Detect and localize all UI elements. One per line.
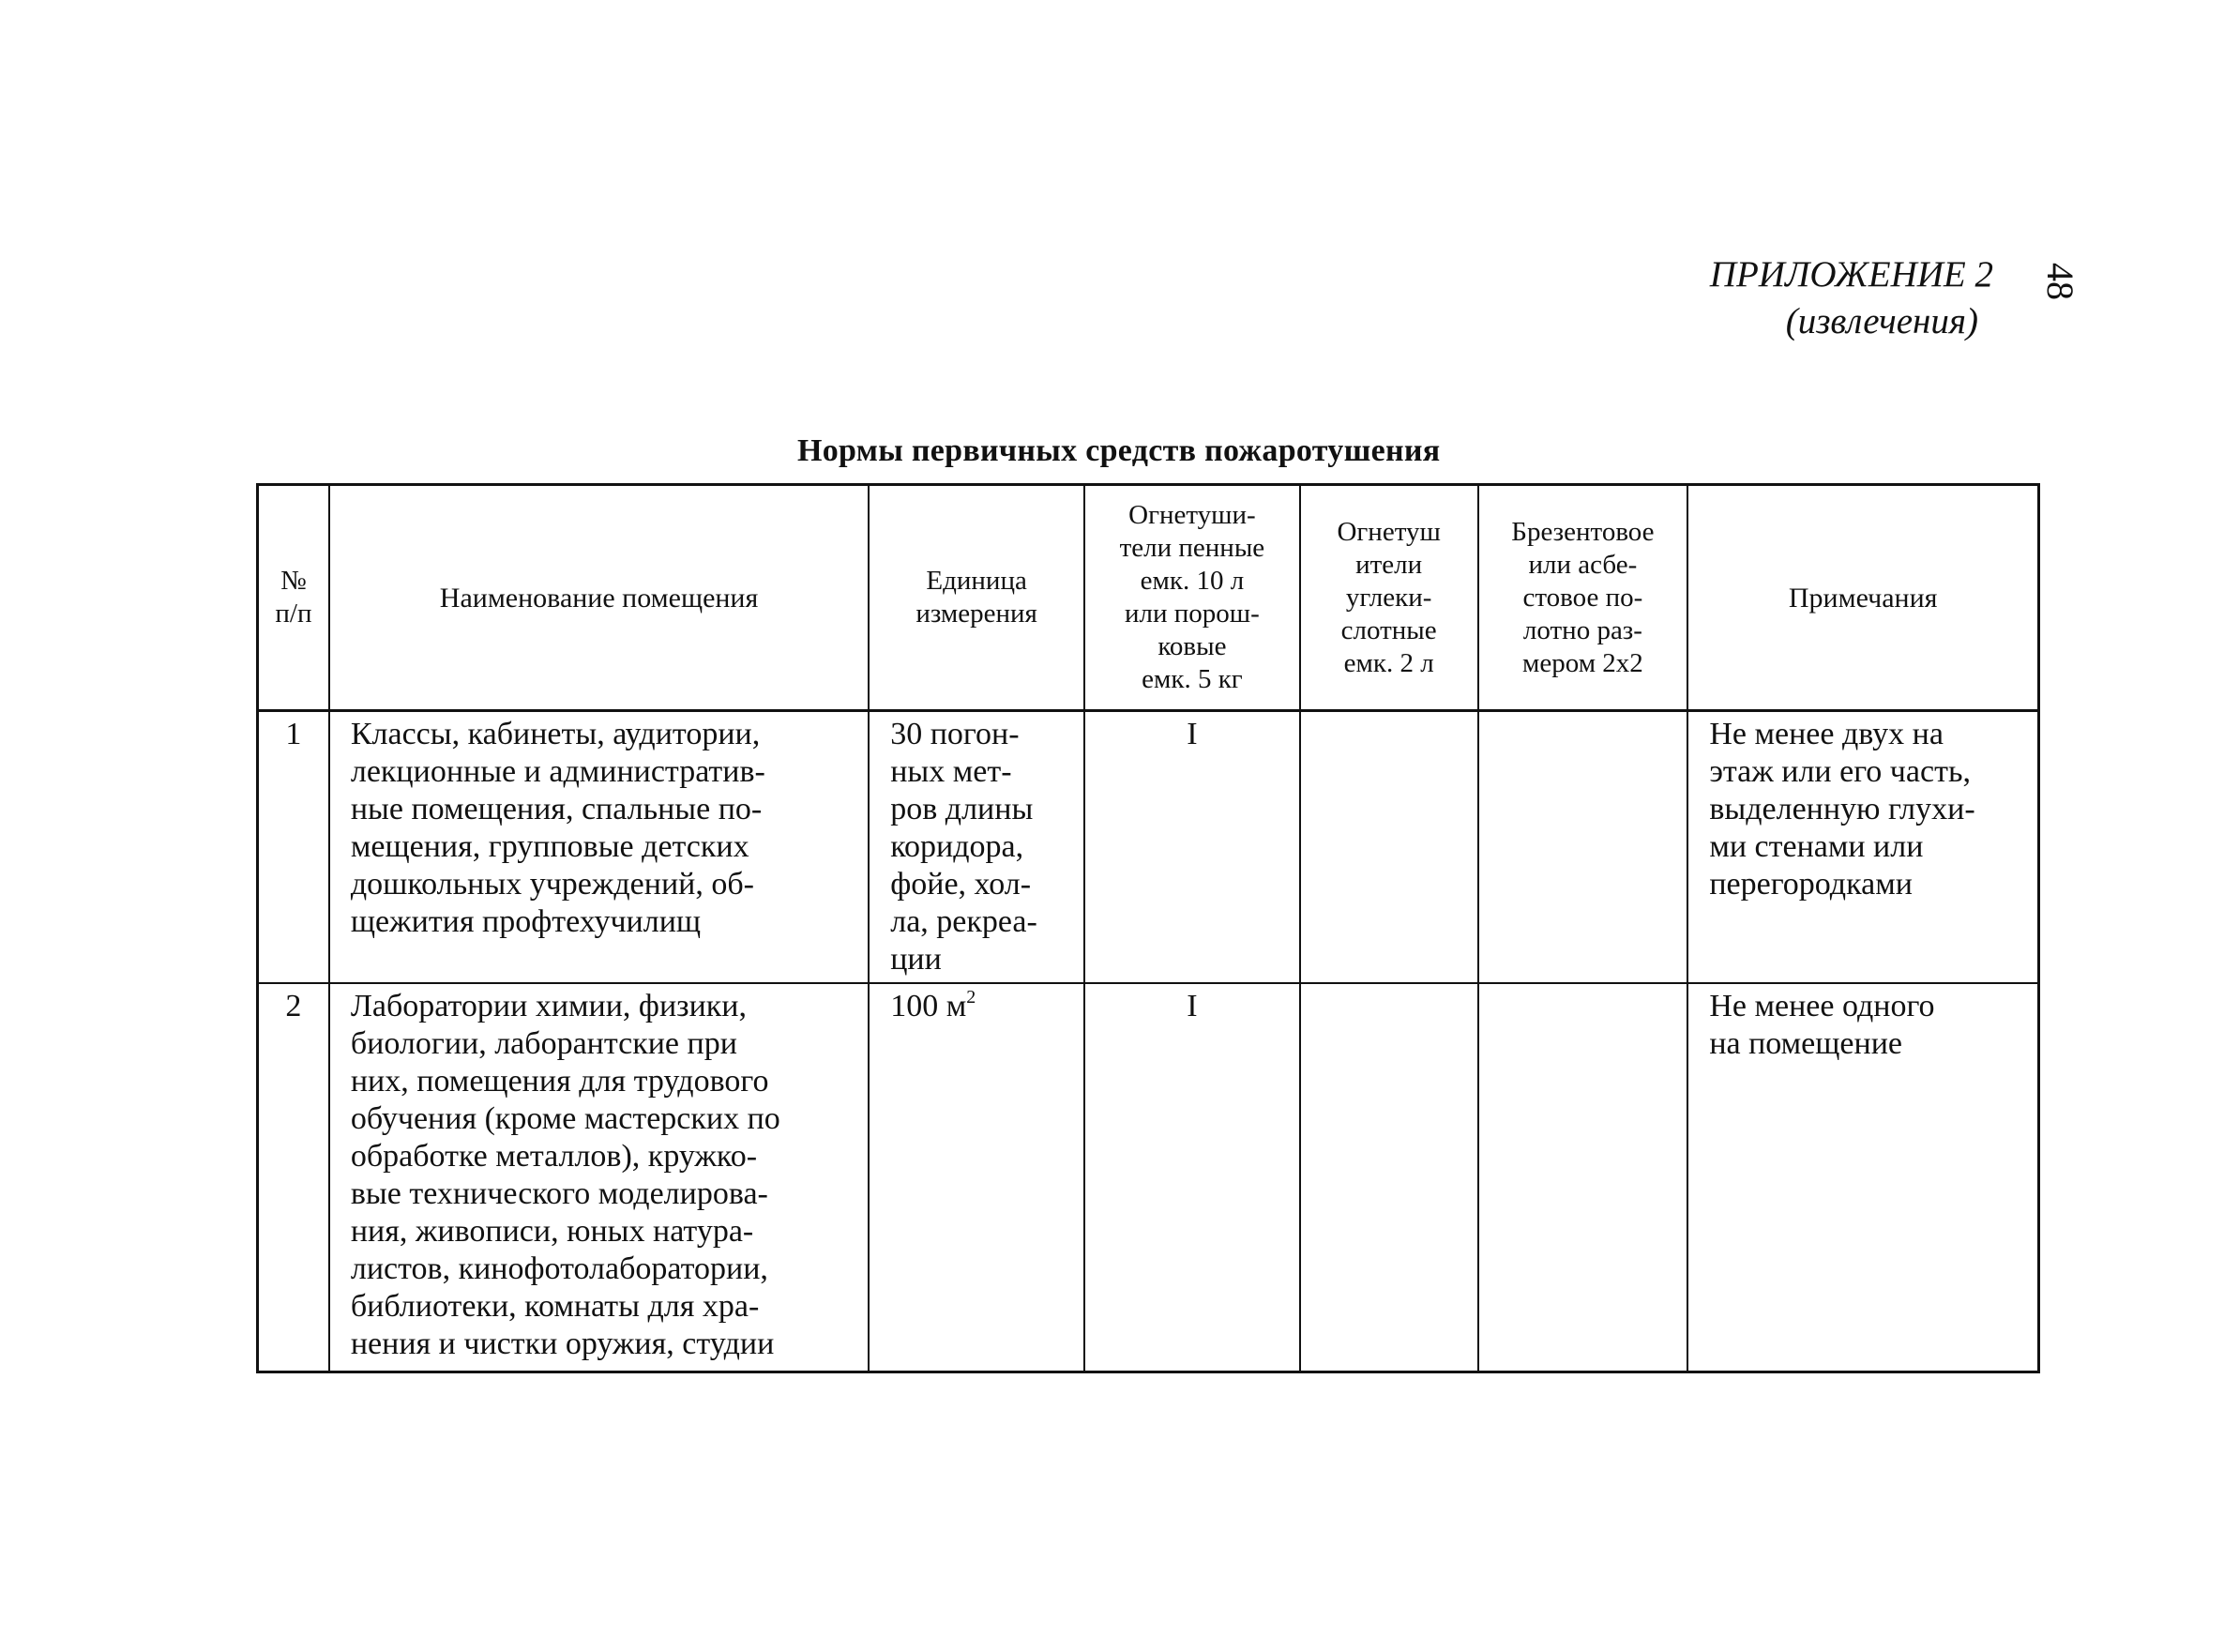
header-co2-extinguishers: Огнетуш ители углеки- слотные емк. 2 л [1300, 485, 1478, 711]
header-room-name: Наименование помещения [329, 485, 869, 711]
header-unit: Единица измерения [869, 485, 1084, 711]
row-foam-count: I [1084, 711, 1300, 984]
row-unit-value: 100 м [890, 989, 967, 1023]
table-row [258, 711, 2039, 984]
row-room-name: Лаборатории химии, физики, биологии, лаборантские при них, помещения для трудового обучения (кроме мастерских по обработке металлов), кружко- вые технического моделирова- ния, живописи, юных натура- листов, кинофотолаборатории, библиотеки, комнаты для хра- нения и чистки оружия, студии [329, 983, 869, 1372]
row-num: 1 [258, 711, 329, 984]
row-unit-superscript: 2 [966, 987, 976, 1008]
appendix-subtitle: (извлечения) [1785, 301, 1978, 341]
table-header-row [258, 485, 2039, 711]
row-num: 2 [258, 983, 329, 1372]
row-blanket-count [1478, 711, 1688, 984]
row-unit: 30 погон- ных мет- ров длины коридора, фойе, хол- ла, рекреа- ции [869, 711, 1084, 984]
appendix-title: ПРИЛОЖЕНИЕ 2 [1709, 254, 1993, 295]
row-unit [869, 983, 1084, 1372]
header-foam-extinguishers: Огнетуши- тели пенные емк. 10 л или порош- ковые емк. 5 кг [1084, 485, 1300, 711]
row-blanket-count [1478, 983, 1688, 1372]
header-notes: Примечания [1687, 485, 2038, 711]
row-room-name: Классы, кабинеты, аудитории, лекционные и административ- ные помещения, спальные по- мещения, групповые детских дошкольных учреждений, об- щежития профтехучилищ [329, 711, 869, 984]
appendix-heading [1710, 251, 1993, 345]
page-number: 48 [2039, 263, 2081, 300]
row-co2-count [1300, 711, 1478, 984]
row-foam-count: I [1084, 983, 1300, 1372]
row-co2-count [1300, 983, 1478, 1372]
row-note: Не менее двух на этаж или его часть, выделенную глухи- ми стенами или перегородками [1687, 711, 2038, 984]
header-num: № п/п [258, 485, 329, 711]
table-row [258, 983, 2039, 1372]
header-fire-blanket: Брезентовое или асбе- стовое по- лотно раз- мером 2х2 [1478, 485, 1688, 711]
row-note: Не менее одного на помещение [1687, 983, 2038, 1372]
table-title: Нормы первичных средств пожаротушения [797, 433, 1441, 468]
fire-equipment-norms-table [256, 483, 2040, 1373]
